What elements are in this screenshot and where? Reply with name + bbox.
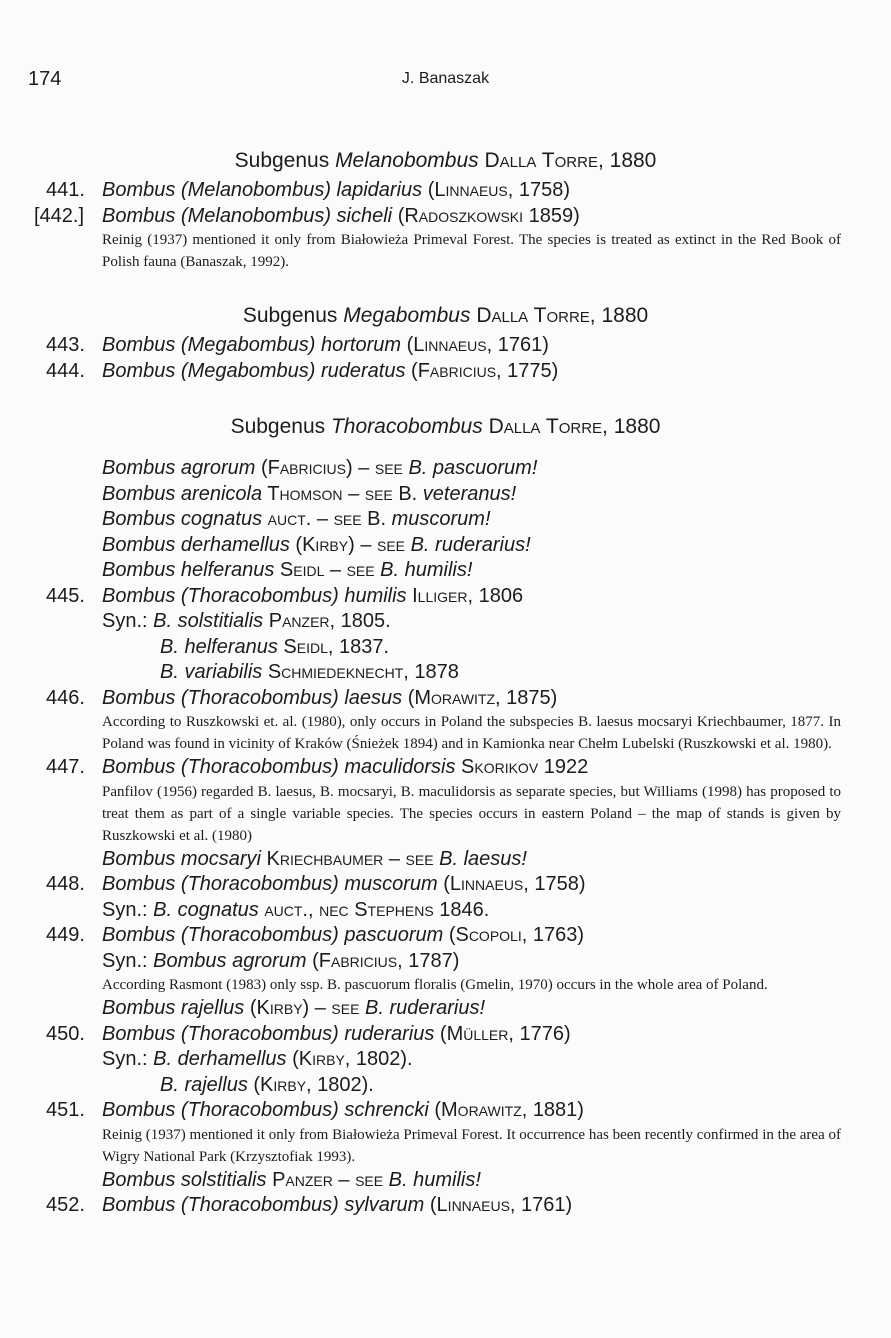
species-number: [442.] [34, 204, 85, 227]
species-number: 450. [46, 1022, 85, 1045]
species-note: According Rasmont (1983) only ssp. B. pascuorum floralis (Gmelin, 1970) occurs in the whole area of Poland. [102, 977, 768, 993]
see-text: auct. – see B. [262, 508, 392, 530]
synonym-line [0, 1047, 891, 1073]
species-note: Reinig (1937) mentioned it only from Białowieża Primeval Forest. The species is treated as extinct in the Red Book of Polish fauna (Banaszak, 1992). [102, 232, 841, 270]
subgenus-author: Dalla Torre, 1880 [482, 415, 661, 438]
species-name: Bombus (Thoracobombus) laesus [102, 686, 403, 709]
species-number: 446. [46, 686, 85, 709]
species-author: (Linnaeus, 1761) [401, 334, 549, 356]
cross-reference [0, 1168, 891, 1194]
subgenus-prefix: Subgenus [242, 304, 344, 327]
synonym-row [160, 1074, 374, 1096]
species-author: (Radoszkowski 1859) [392, 204, 580, 227]
species-entry [0, 178, 891, 204]
synonym-name: B. solstitialis [153, 610, 264, 632]
species-author: (Morawitz, 1875) [402, 686, 558, 709]
species-entry [0, 333, 891, 359]
subgenus-author: Dalla Torre, 1880 [478, 149, 657, 172]
cross-reference-line [102, 508, 491, 530]
species-name-line [102, 1099, 584, 1121]
cross-reference-line [102, 457, 537, 479]
cross-reference-line [102, 534, 531, 556]
see-text: Kriechbaumer – see [260, 847, 440, 870]
synonym-name: Bombus mocsaryi [102, 847, 261, 870]
species-entry [0, 686, 891, 712]
cross-reference [0, 558, 891, 584]
subgenus-name: Melanobombus [335, 149, 479, 172]
cross-reference-line [102, 559, 472, 581]
see-target: B. laesus! [439, 847, 527, 870]
synonym-name: B. variabilis [160, 661, 263, 683]
subgenus-prefix: Subgenus [234, 149, 336, 172]
synonym-name: Bombus solstitialis [102, 1168, 267, 1191]
synonym-name: Bombus cognatus [102, 508, 263, 530]
species-name: Bombus (Thoracobombus) muscorum [102, 873, 438, 895]
synonym-author: (Fabricius, 1787) [306, 949, 460, 972]
species-number: 451. [46, 1099, 85, 1121]
synonym-row [102, 610, 391, 632]
see-target: B. ruderarius! [365, 997, 486, 1019]
species-name-line [102, 756, 588, 778]
cross-reference-line [102, 1169, 481, 1191]
synonym-name: Bombus rajellus [102, 997, 245, 1019]
species-author: (Linnaeus, 1761) [424, 1194, 573, 1216]
cross-reference-line [102, 997, 485, 1019]
see-text: (Kirby) – see [244, 997, 365, 1019]
species-number: 443. [46, 334, 85, 356]
synonym-row [160, 636, 389, 658]
section-gap [0, 384, 891, 406]
species-name: Bombus (Melanobombus) lapidarius [102, 179, 423, 201]
species-name-line [102, 205, 580, 227]
spacer [0, 444, 891, 456]
species-name: Bombus (Megabombus) hortorum [102, 334, 402, 356]
subgenus-prefix: Subgenus [230, 415, 331, 438]
species-name-line [102, 360, 558, 382]
species-name: Bombus (Thoracobombus) sylvarum [102, 1194, 425, 1216]
synonym-name: B. helferanus [160, 635, 278, 658]
synonym-author: auct., nec Stephens 1846. [258, 898, 490, 921]
species-entry [0, 1193, 891, 1219]
synonym-name: Bombus helferanus [102, 559, 275, 581]
species-name-line [102, 585, 523, 607]
species-number: 448. [46, 873, 85, 895]
species-name-line [102, 179, 570, 201]
cross-reference [0, 996, 891, 1022]
species-name: Bombus (Thoracobombus) maculidorsis [102, 756, 456, 778]
species-name-line [102, 873, 586, 895]
synonym-name: B. cognatus [153, 898, 259, 921]
cross-reference-line [102, 483, 516, 505]
page-number: 174 [28, 68, 62, 90]
species-name-line [102, 1194, 572, 1216]
synonym-author: (Kirby, 1802). [286, 1048, 413, 1070]
synonym-name: Bombus arenicola [102, 482, 263, 505]
synonym-author: Panzer, 1805. [263, 610, 391, 632]
species-number: 441. [46, 179, 85, 201]
species-note: According to Ruszkowski et. al. (1980), only occurs in Poland the subspecies B. laesus mocsaryi Kriechbaumer, 1877. In Poland was found in vicinity of Kraków (Śnieżek 1894) and in Kamionka near Chełm Lubelski (Ruszkowski et al. 1980). [102, 714, 841, 752]
species-name: Bombus (Thoracobombus) pascuorum [102, 924, 444, 946]
species-entry [0, 584, 891, 610]
species-note: Panfilov (1956) regarded B. laesus, B. mocsaryi, B. maculidorsis as separate species, but Williams (1998) has proposed to treat them as part of a single variable species. The species occurs in eastern Poland – the map of stands is given by Ruszkowski et al. (1980) [102, 783, 841, 844]
see-target: B. humilis! [388, 1168, 481, 1191]
species-entry [0, 755, 891, 781]
species-number: 445. [46, 584, 85, 607]
species-name: Bombus (Melanobombus) sicheli [102, 204, 393, 227]
synonym-row [102, 950, 459, 972]
see-text: (Fabricius) – see [255, 457, 409, 479]
synonym-line [0, 898, 891, 924]
cross-reference [0, 533, 891, 559]
species-author: Skorikov 1922 [455, 756, 589, 778]
cross-reference [0, 507, 891, 533]
subgenus-heading [0, 412, 891, 442]
species-name: Bombus (Thoracobombus) humilis [102, 584, 407, 607]
synonym-author: Seidl, 1837. [277, 635, 390, 658]
species-number: 447. [46, 756, 85, 778]
synonym-row [102, 899, 489, 921]
species-author: (Fabricius, 1775) [405, 359, 559, 382]
species-entry [0, 872, 891, 898]
species-author: Illiger, 1806 [406, 584, 524, 607]
species-name: Bombus (Thoracobombus) schrencki [102, 1099, 429, 1121]
species-author: (Morawitz, 1881) [428, 1099, 584, 1121]
synonym-line [0, 635, 891, 661]
page-header [24, 68, 864, 94]
species-author: (Linnaeus, 1758) [422, 179, 570, 201]
synonym-name: B. derhamellus [153, 1048, 287, 1070]
species-number: 452. [46, 1194, 85, 1216]
see-target: muscorum! [391, 508, 491, 530]
species-list [0, 140, 891, 1219]
synonym-line [0, 660, 891, 686]
species-author: (Linnaeus, 1758) [437, 873, 586, 895]
species-entry [0, 923, 891, 949]
cross-reference [0, 456, 891, 482]
synonym-row [160, 661, 459, 683]
synonym-name: Bombus agrorum [153, 949, 307, 972]
see-text: (Kirby) – see [289, 533, 411, 556]
see-target: B. ruderarius! [410, 533, 531, 556]
synonym-row [102, 1048, 413, 1070]
synonym-author: (Kirby, 1802). [247, 1073, 374, 1096]
see-text: Panzer – see [266, 1168, 389, 1191]
subgenus-heading [0, 301, 891, 331]
species-author: (Müller, 1776) [434, 1022, 571, 1045]
see-target: B. pascuorum! [408, 457, 538, 479]
species-entry [0, 359, 891, 385]
species-name: Bombus (Thoracobombus) ruderarius [102, 1022, 435, 1045]
synonym-name: Bombus derhamellus [102, 533, 290, 556]
synonym-author: Schmiedeknecht, 1878 [262, 661, 459, 683]
synonym-line [0, 609, 891, 635]
synonym-line [0, 1073, 891, 1099]
species-name-line [102, 1023, 571, 1045]
species-entry [0, 1022, 891, 1048]
species-name: Bombus (Megabombus) ruderatus [102, 359, 406, 382]
species-name-line [102, 334, 549, 356]
syn-label: Syn.: [102, 949, 154, 972]
cross-reference [0, 482, 891, 508]
subgenus-heading [0, 146, 891, 176]
species-entry [0, 1098, 891, 1124]
subgenus-author: Dalla Torre, 1880 [470, 304, 649, 327]
syn-label: Syn.: [102, 610, 154, 632]
species-author: (Scopoli, 1763) [443, 924, 584, 946]
running-author: J. Banaszak [401, 70, 490, 87]
species-number: 444. [46, 359, 85, 382]
see-target: B. humilis! [380, 559, 473, 581]
species-name-line [102, 687, 557, 709]
species-name-line [102, 924, 584, 946]
cross-reference-line [102, 848, 527, 870]
cross-reference [0, 847, 891, 873]
syn-label: Syn.: [102, 898, 154, 921]
species-number: 449. [46, 924, 85, 946]
section-gap [0, 273, 891, 295]
syn-label: Syn.: [102, 1048, 154, 1070]
see-text: Thomson – see B. [262, 482, 423, 505]
species-entry [0, 204, 891, 230]
synonym-name: B. rajellus [160, 1073, 248, 1096]
see-text: Seidl – see [274, 559, 381, 581]
synonym-name: Bombus agrorum [102, 457, 256, 479]
species-note: Reinig (1937) mentioned it only from Białowieża Primeval Forest. It occurrence has been recently confirmed in the area of Wigry National Park (Krzysztofiak 1993). [102, 1126, 841, 1165]
synonym-line [0, 949, 891, 975]
subgenus-name: Megabombus [343, 304, 471, 327]
subgenus-name: Thoracobombus [330, 415, 483, 438]
see-target: veteranus! [422, 482, 517, 505]
